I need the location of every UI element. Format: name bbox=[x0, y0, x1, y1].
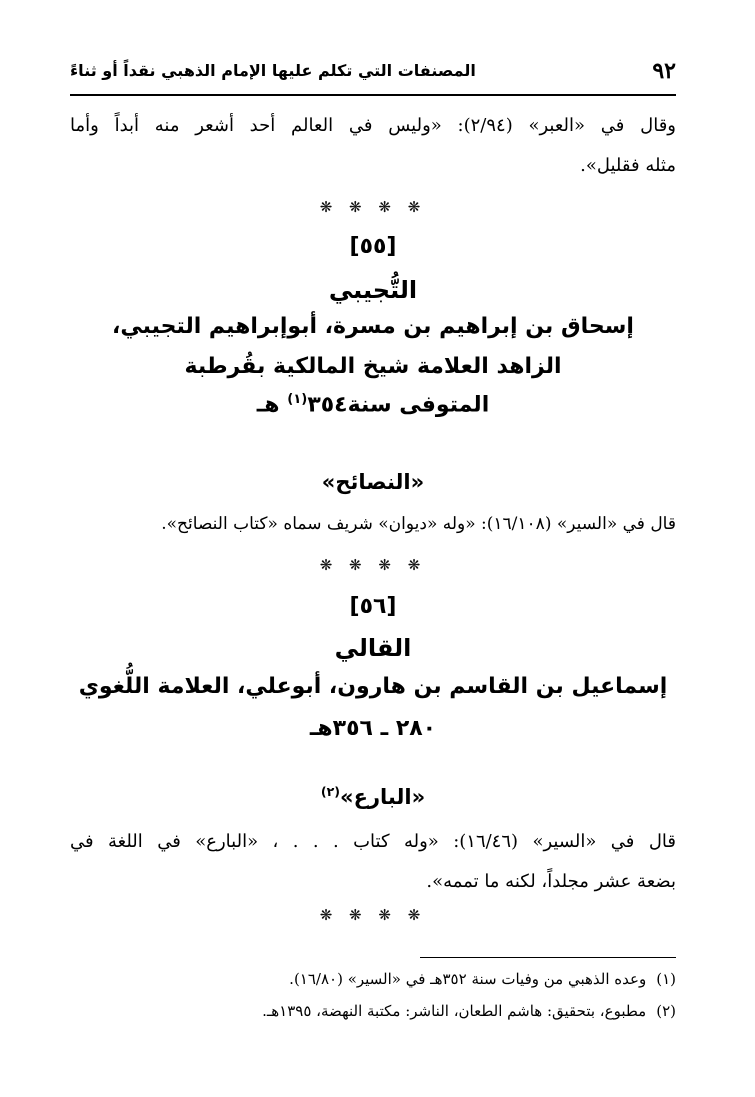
death-year-text: المتوفى سنة٣٥٤ bbox=[307, 392, 490, 418]
entry-name-55: التُّجيبي bbox=[328, 276, 418, 304]
quote-56-line-1: قال في «السير» (١٦/٤٦): «وله كتاب . . . ، «البارع» في اللغة في bbox=[70, 831, 676, 852]
entry-bio-55-line-2: الزاهد العلامة شيخ المالكية بقُرطبة bbox=[184, 354, 562, 379]
running-header bbox=[70, 58, 676, 84]
footnote-2 bbox=[70, 998, 676, 1024]
footnote-ref-1: (١) bbox=[287, 392, 308, 407]
entry-bio-56-line-1: إسماعيل بن القاسم بن هارون، أبوعلي، العلامة اللُّغوي bbox=[78, 674, 668, 699]
entry-name-56: القالي bbox=[334, 634, 412, 662]
entry-quote-55: قال في «السير» (١٦/١٠٨): «وله «ديوان» شريف سماه «كتاب النصائح». bbox=[161, 514, 676, 534]
hijri-suffix: هـ bbox=[256, 392, 288, 418]
footnote-1-number: (١) bbox=[656, 970, 676, 988]
book-title-55: «النصائح» bbox=[321, 470, 425, 494]
footnote-divider bbox=[420, 957, 676, 958]
section-separator-2: ❋ ❋ ❋ ❋ bbox=[319, 556, 427, 574]
intro-paragraph bbox=[70, 106, 676, 186]
footnote-2-text: مطبوع، بتحقيق: هاشم الطعان، الناشر: مكتبة النهضة، ١٣٩٥هـ. bbox=[262, 1002, 647, 1020]
entry-number-55: [٥٥] bbox=[349, 234, 397, 259]
page-number: ٩٢ bbox=[652, 58, 676, 84]
book-title-56-text: «البارع» bbox=[340, 785, 426, 809]
book-title-56 bbox=[70, 784, 676, 809]
footnote-ref-2: (٢) bbox=[320, 784, 341, 799]
running-title: المصنفات التي تكلم عليها الإمام الذهبي نقداً أو ثناءً bbox=[70, 61, 476, 80]
intro-line-1: وقال في «العبر» (٢/٩٤): «وليس في العالم أحد أشعر منه أبداً وأما bbox=[70, 115, 676, 136]
intro-line-2: مثله فقليل». bbox=[580, 155, 676, 176]
entry-quote-56 bbox=[70, 822, 676, 902]
quote-56-line-2: بضعة عشر مجلداً، لكنه ما تممه». bbox=[426, 871, 676, 892]
entry-number-56: [٥٦] bbox=[349, 594, 397, 619]
entry-bio-55-line-1: إسحاق بن إبراهيم بن مسرة، أبوإبراهيم التجيبي، bbox=[112, 314, 634, 339]
section-separator-3: ❋ ❋ ❋ ❋ bbox=[319, 906, 427, 924]
section-separator-1: ❋ ❋ ❋ ❋ bbox=[319, 198, 427, 216]
header-divider bbox=[70, 94, 676, 96]
entry-death-55 bbox=[70, 392, 676, 417]
footnote-2-number: (٢) bbox=[656, 1002, 676, 1020]
entry-dates-56: ٢٨٠ ـ ٣٥٦هـ bbox=[309, 716, 437, 741]
footnote-1-text: وعده الذهبي من وفيات سنة ٣٥٢هـ في «السير» (١٦/٨٠). bbox=[289, 970, 647, 988]
footnote-1 bbox=[70, 966, 676, 992]
